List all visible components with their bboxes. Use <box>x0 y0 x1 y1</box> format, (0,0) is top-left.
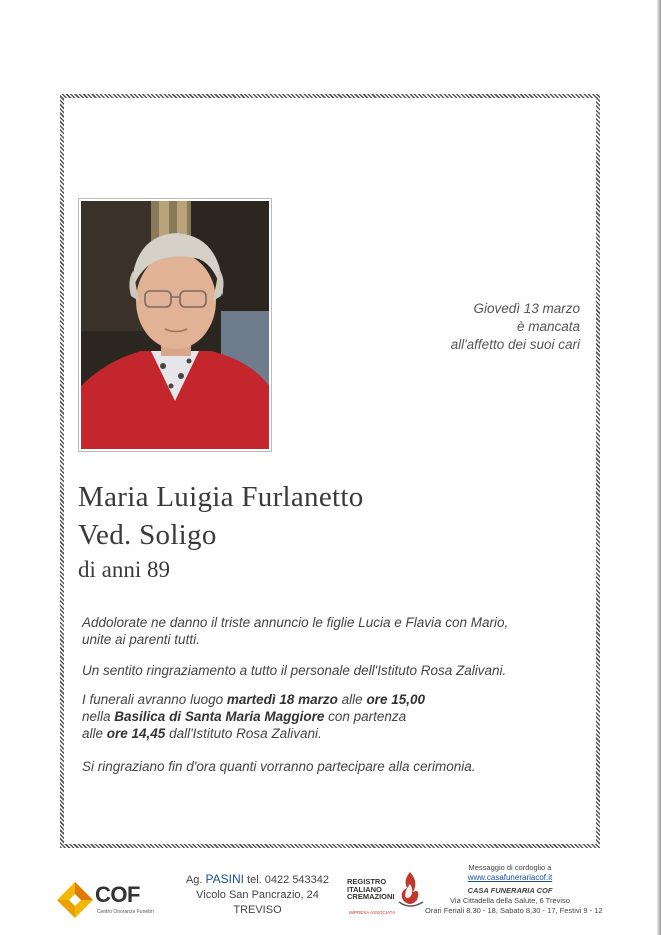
closing-paragraph <box>82 758 587 775</box>
funeral-home-hours: Orari Feriali 8.30 - 18, Sabato 8,30 - 17, Festivi 9 - 12 <box>425 906 603 915</box>
agency-address: Vicolo San Pancrazio, 24 <box>196 889 319 901</box>
portrait-photo <box>78 198 272 452</box>
announcement-text <box>82 614 587 775</box>
cof-name: COF <box>95 882 140 907</box>
agency-phone: tel. 0422 543342 <box>244 874 330 886</box>
text-line: Addolorate ne danno il triste annuncio le figlie Lucia e Flavia con Mario, <box>82 615 509 630</box>
date-line: è mancata <box>516 319 580 334</box>
cof-logo <box>55 880 155 920</box>
condolence-label: Messaggio di cordoglio a <box>468 863 552 872</box>
registro-cremazioni-logo <box>345 870 427 920</box>
deceased-name: Maria Luigia Furlanetto <box>78 481 364 513</box>
agency-prefix: Ag. <box>185 874 206 886</box>
deceased-age: di anni 89 <box>78 557 170 582</box>
text-segment: nella <box>82 709 115 724</box>
funeral-location: Basilica di Santa Maria Maggiore <box>114 709 325 724</box>
text-segment: dall'Istituto Rosa Zalivani. <box>165 726 322 741</box>
date-line: all'affetto dei suoi cari <box>450 337 580 352</box>
registro-line: REGISTRO <box>347 877 387 886</box>
agency-info <box>175 872 340 918</box>
text-line <box>82 708 587 725</box>
funeral-time: ore 15,00 <box>366 692 425 707</box>
text-segment: alle <box>337 692 367 707</box>
registro-text <box>347 878 395 901</box>
funeral-date: martedì 18 marzo <box>226 692 338 707</box>
agency-line <box>175 872 340 888</box>
deceased-name-block <box>78 478 364 586</box>
family-paragraph <box>82 614 587 648</box>
text-line: unite ai parenti tutti. <box>82 632 200 647</box>
registro-line: ITALIANO <box>347 884 382 894</box>
text-segment: I funerali avranno luogo <box>82 692 227 707</box>
agency-city: TREVISO <box>233 904 282 916</box>
deceased-married-name: Ved. Soligo <box>78 519 217 551</box>
text-line <box>82 725 587 742</box>
cof-subtitle: Centro Onoranze Funebri <box>97 909 154 915</box>
text-line: Un sentito ringraziamento a tutto il personale dell'Istituto Rosa Zalivani. <box>82 663 507 678</box>
text-line: Si ringraziano fin d'ora quanti vorranno partecipare alla cerimonia. <box>82 759 476 774</box>
funeral-home-name: CASA FUNERARIA COF <box>467 886 553 895</box>
registro-line: CREMAZIONI <box>347 892 395 901</box>
text-segment: con partenza <box>324 709 407 724</box>
date-line: Giovedì 13 marzo <box>473 301 580 316</box>
footer <box>0 856 661 935</box>
text-line <box>82 691 587 708</box>
condolence-info <box>425 863 603 916</box>
death-date-note <box>380 300 580 354</box>
departure-time: ore 14,45 <box>106 726 166 741</box>
funeral-home-address: Via Cittadella della Salute, 6 Treviso <box>450 896 570 905</box>
text-segment: alle <box>82 726 107 741</box>
cof-diamond-icon <box>55 880 95 920</box>
thanks-paragraph <box>82 662 587 679</box>
funeral-paragraph <box>82 691 587 742</box>
registro-subtitle: IMPRESA ASSOCIATA <box>349 910 396 915</box>
agency-name: PASINI <box>205 872 244 886</box>
flame-icon <box>395 870 425 910</box>
condolence-link[interactable]: www.casafunerariacof.it <box>467 873 553 882</box>
